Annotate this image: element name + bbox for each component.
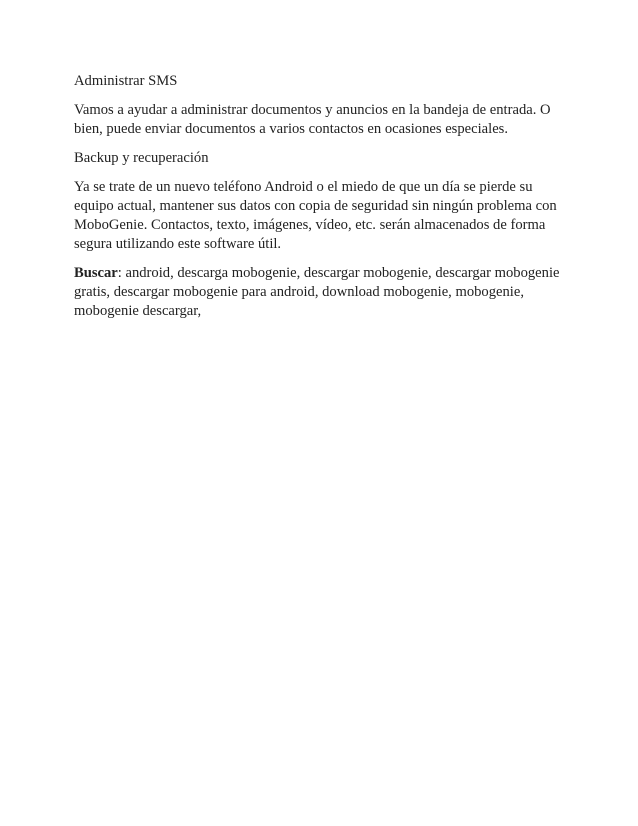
document-content	[74, 72, 574, 331]
section-heading-backup: Backup y recuperación	[74, 150, 209, 166]
section-heading-sms: Administrar SMS	[74, 73, 178, 89]
tags-separator: :	[117, 265, 126, 281]
section-body-sms: Vamos a ayudar a administrar documentos y anuncios en la bandeja de entrada. O bien, puede enviar documentos a varios contactos en ocasiones especiales.	[74, 102, 551, 137]
tags-paragraph	[74, 264, 574, 321]
section-body-backup: Ya se trate de un nuevo teléfono Android o el miedo de que un día se pierde su equipo actual, mantener sus datos con copia de seguridad sin ningún problema con MoboGenie. Contactos, texto, imágenes, vídeo, etc. serán almacenados de forma segura utilizando este software útil.	[74, 179, 557, 252]
tags-label: Buscar	[74, 265, 118, 281]
tags-text: android, descarga mobogenie, descargar mobogenie, descargar mobogenie gratis, descargar mobogenie para android, download mobogenie, mobogenie, mobogenie descargar,	[74, 265, 560, 319]
